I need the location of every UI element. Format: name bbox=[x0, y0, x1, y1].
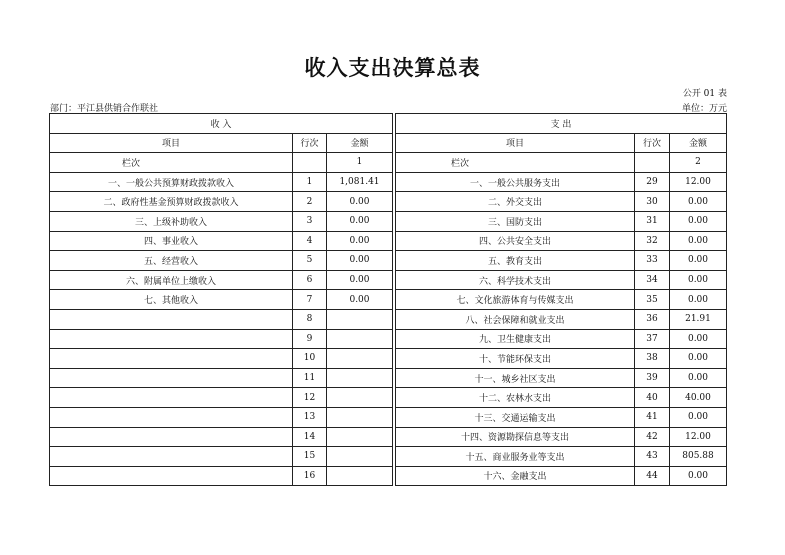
income-row-no-cell: 1 bbox=[293, 172, 327, 192]
income-item-cell bbox=[50, 427, 293, 447]
table-row bbox=[50, 368, 727, 388]
income-amount-cell: 1,081.41 bbox=[327, 172, 393, 192]
income-item-cell bbox=[50, 309, 293, 329]
income-header: 收 入 bbox=[50, 114, 393, 134]
income-row-no-cell: 11 bbox=[293, 368, 327, 388]
expense-row-no-blank bbox=[635, 153, 670, 173]
expense-item-cell: 十一、城乡社区支出 bbox=[396, 368, 635, 388]
table-code: 公开 01 表 bbox=[682, 89, 727, 99]
income-row-no-cell: 9 bbox=[293, 329, 327, 349]
expense-amount-cell: 12.00 bbox=[670, 172, 727, 192]
income-amount-header: 金额 bbox=[327, 133, 393, 153]
income-amount-cell: 0.00 bbox=[327, 251, 393, 271]
column-number-row bbox=[50, 153, 727, 173]
table-row bbox=[50, 309, 727, 329]
table-row bbox=[50, 231, 727, 251]
income-item-cell: 四、事业收入 bbox=[50, 231, 293, 251]
table-row bbox=[50, 388, 727, 408]
expense-amount-cell: 0.00 bbox=[670, 466, 727, 486]
expense-header: 支 出 bbox=[396, 114, 727, 134]
income-row-no-blank bbox=[293, 153, 327, 173]
expense-row-no-cell: 31 bbox=[635, 211, 670, 231]
income-item-cell: 三、上级补助收入 bbox=[50, 211, 293, 231]
income-item-cell bbox=[50, 329, 293, 349]
expense-amount-cell: 0.00 bbox=[670, 329, 727, 349]
expense-amount-cell: 21.91 bbox=[670, 309, 727, 329]
table-row bbox=[50, 349, 727, 369]
table-row bbox=[50, 329, 727, 349]
table-row bbox=[50, 192, 727, 212]
income-amount-cell bbox=[327, 309, 393, 329]
expense-row-no-header: 行次 bbox=[635, 133, 670, 153]
expense-item-cell: 十四、资源勘探信息等支出 bbox=[396, 427, 635, 447]
income-row-no-cell: 7 bbox=[293, 290, 327, 310]
budget-table bbox=[49, 113, 727, 486]
expense-row-no-cell: 35 bbox=[635, 290, 670, 310]
expense-row-no-cell: 29 bbox=[635, 172, 670, 192]
expense-item-cell: 五、教育支出 bbox=[396, 251, 635, 271]
page-title: 收入支出决算总表 bbox=[304, 55, 481, 80]
expense-item-cell: 九、卫生健康支出 bbox=[396, 329, 635, 349]
expense-row-no-cell: 39 bbox=[635, 368, 670, 388]
table-row bbox=[50, 466, 727, 486]
table-row bbox=[50, 427, 727, 447]
expense-column-number: 2 bbox=[670, 153, 727, 173]
income-amount-cell: 0.00 bbox=[327, 270, 393, 290]
expense-row-no-cell: 38 bbox=[635, 349, 670, 369]
expense-row-no-cell: 30 bbox=[635, 192, 670, 212]
expense-amount-cell: 0.00 bbox=[670, 251, 727, 271]
income-amount-cell bbox=[327, 447, 393, 467]
table-row bbox=[50, 447, 727, 467]
income-row-no-cell: 2 bbox=[293, 192, 327, 212]
department-label: 部门：平江县供销合作联社 bbox=[50, 104, 159, 114]
income-row-no-cell: 13 bbox=[293, 407, 327, 427]
income-row-no-cell: 5 bbox=[293, 251, 327, 271]
expense-row-no-cell: 42 bbox=[635, 427, 670, 447]
expense-item-cell: 八、社会保障和就业支出 bbox=[396, 309, 635, 329]
income-amount-cell bbox=[327, 349, 393, 369]
table-row bbox=[50, 270, 727, 290]
income-row-no-cell: 15 bbox=[293, 447, 327, 467]
income-row-no-header: 行次 bbox=[293, 133, 327, 153]
expense-row-no-cell: 36 bbox=[635, 309, 670, 329]
income-amount-cell bbox=[327, 388, 393, 408]
income-item-cell: 六、附属单位上缴收入 bbox=[50, 270, 293, 290]
expense-amount-header: 金额 bbox=[670, 133, 727, 153]
expense-amount-cell: 0.00 bbox=[670, 368, 727, 388]
expense-item-cell: 十、节能环保支出 bbox=[396, 349, 635, 369]
unit-label: 单位：万元 bbox=[681, 104, 727, 114]
expense-amount-cell: 0.00 bbox=[670, 192, 727, 212]
expense-row-no-cell: 43 bbox=[635, 447, 670, 467]
table-row bbox=[50, 211, 727, 231]
expense-item-cell: 七、文化旅游体育与传媒支出 bbox=[396, 290, 635, 310]
expense-column-label: 栏次 bbox=[396, 153, 635, 173]
expense-item-cell: 一、一般公共服务支出 bbox=[396, 172, 635, 192]
income-column-label: 栏次 bbox=[50, 153, 293, 173]
income-row-no-cell: 14 bbox=[293, 427, 327, 447]
income-amount-cell bbox=[327, 466, 393, 486]
expense-amount-cell: 0.00 bbox=[670, 407, 727, 427]
income-item-cell: 七、其他收入 bbox=[50, 290, 293, 310]
expense-amount-cell: 0.00 bbox=[670, 231, 727, 251]
income-item-header: 项目 bbox=[50, 133, 293, 153]
expense-row-no-cell: 37 bbox=[635, 329, 670, 349]
expense-item-cell: 六、科学技术支出 bbox=[396, 270, 635, 290]
income-item-cell bbox=[50, 447, 293, 467]
income-amount-cell: 0.00 bbox=[327, 290, 393, 310]
table-row bbox=[50, 290, 727, 310]
expense-row-no-cell: 33 bbox=[635, 251, 670, 271]
income-item-cell: 五、经营收入 bbox=[50, 251, 293, 271]
income-amount-cell: 0.00 bbox=[327, 192, 393, 212]
expense-amount-cell: 40.00 bbox=[670, 388, 727, 408]
section-header-row bbox=[50, 114, 727, 134]
expense-item-cell: 三、国防支出 bbox=[396, 211, 635, 231]
income-amount-cell: 0.00 bbox=[327, 211, 393, 231]
income-item-cell bbox=[50, 388, 293, 408]
income-amount-cell: 0.00 bbox=[327, 231, 393, 251]
expense-item-cell: 十六、金融支出 bbox=[396, 466, 635, 486]
table-row bbox=[50, 172, 727, 192]
expense-amount-cell: 12.00 bbox=[670, 427, 727, 447]
table-row bbox=[50, 251, 727, 271]
income-amount-cell bbox=[327, 329, 393, 349]
expense-item-cell: 十五、商业服务业等支出 bbox=[396, 447, 635, 467]
income-amount-cell bbox=[327, 368, 393, 388]
income-row-no-cell: 6 bbox=[293, 270, 327, 290]
income-amount-cell bbox=[327, 427, 393, 447]
income-item-cell bbox=[50, 466, 293, 486]
expense-amount-cell: 0.00 bbox=[670, 211, 727, 231]
expense-amount-cell: 0.00 bbox=[670, 349, 727, 369]
income-amount-cell bbox=[327, 407, 393, 427]
income-item-cell bbox=[50, 407, 293, 427]
table-row bbox=[50, 407, 727, 427]
expense-row-no-cell: 34 bbox=[635, 270, 670, 290]
expense-row-no-cell: 44 bbox=[635, 466, 670, 486]
income-row-no-cell: 4 bbox=[293, 231, 327, 251]
expense-row-no-cell: 40 bbox=[635, 388, 670, 408]
income-row-no-cell: 16 bbox=[293, 466, 327, 486]
expense-item-cell: 二、外交支出 bbox=[396, 192, 635, 212]
income-item-cell bbox=[50, 368, 293, 388]
expense-item-cell: 四、公共安全支出 bbox=[396, 231, 635, 251]
expense-item-header: 项目 bbox=[396, 133, 635, 153]
income-column-number: 1 bbox=[327, 153, 393, 173]
expense-amount-cell: 0.00 bbox=[670, 270, 727, 290]
expense-item-cell: 十二、农林水支出 bbox=[396, 388, 635, 408]
expense-amount-cell: 0.00 bbox=[670, 290, 727, 310]
income-row-no-cell: 8 bbox=[293, 309, 327, 329]
expense-row-no-cell: 41 bbox=[635, 407, 670, 427]
income-item-cell bbox=[50, 349, 293, 369]
income-row-no-cell: 12 bbox=[293, 388, 327, 408]
income-item-cell: 二、政府性基金预算财政拨款收入 bbox=[50, 192, 293, 212]
expense-amount-cell: 805.88 bbox=[670, 447, 727, 467]
expense-item-cell: 十三、交通运输支出 bbox=[396, 407, 635, 427]
income-row-no-cell: 3 bbox=[293, 211, 327, 231]
income-row-no-cell: 10 bbox=[293, 349, 327, 369]
income-item-cell: 一、一般公共预算财政拨款收入 bbox=[50, 172, 293, 192]
expense-row-no-cell: 32 bbox=[635, 231, 670, 251]
column-header-row bbox=[50, 133, 727, 153]
